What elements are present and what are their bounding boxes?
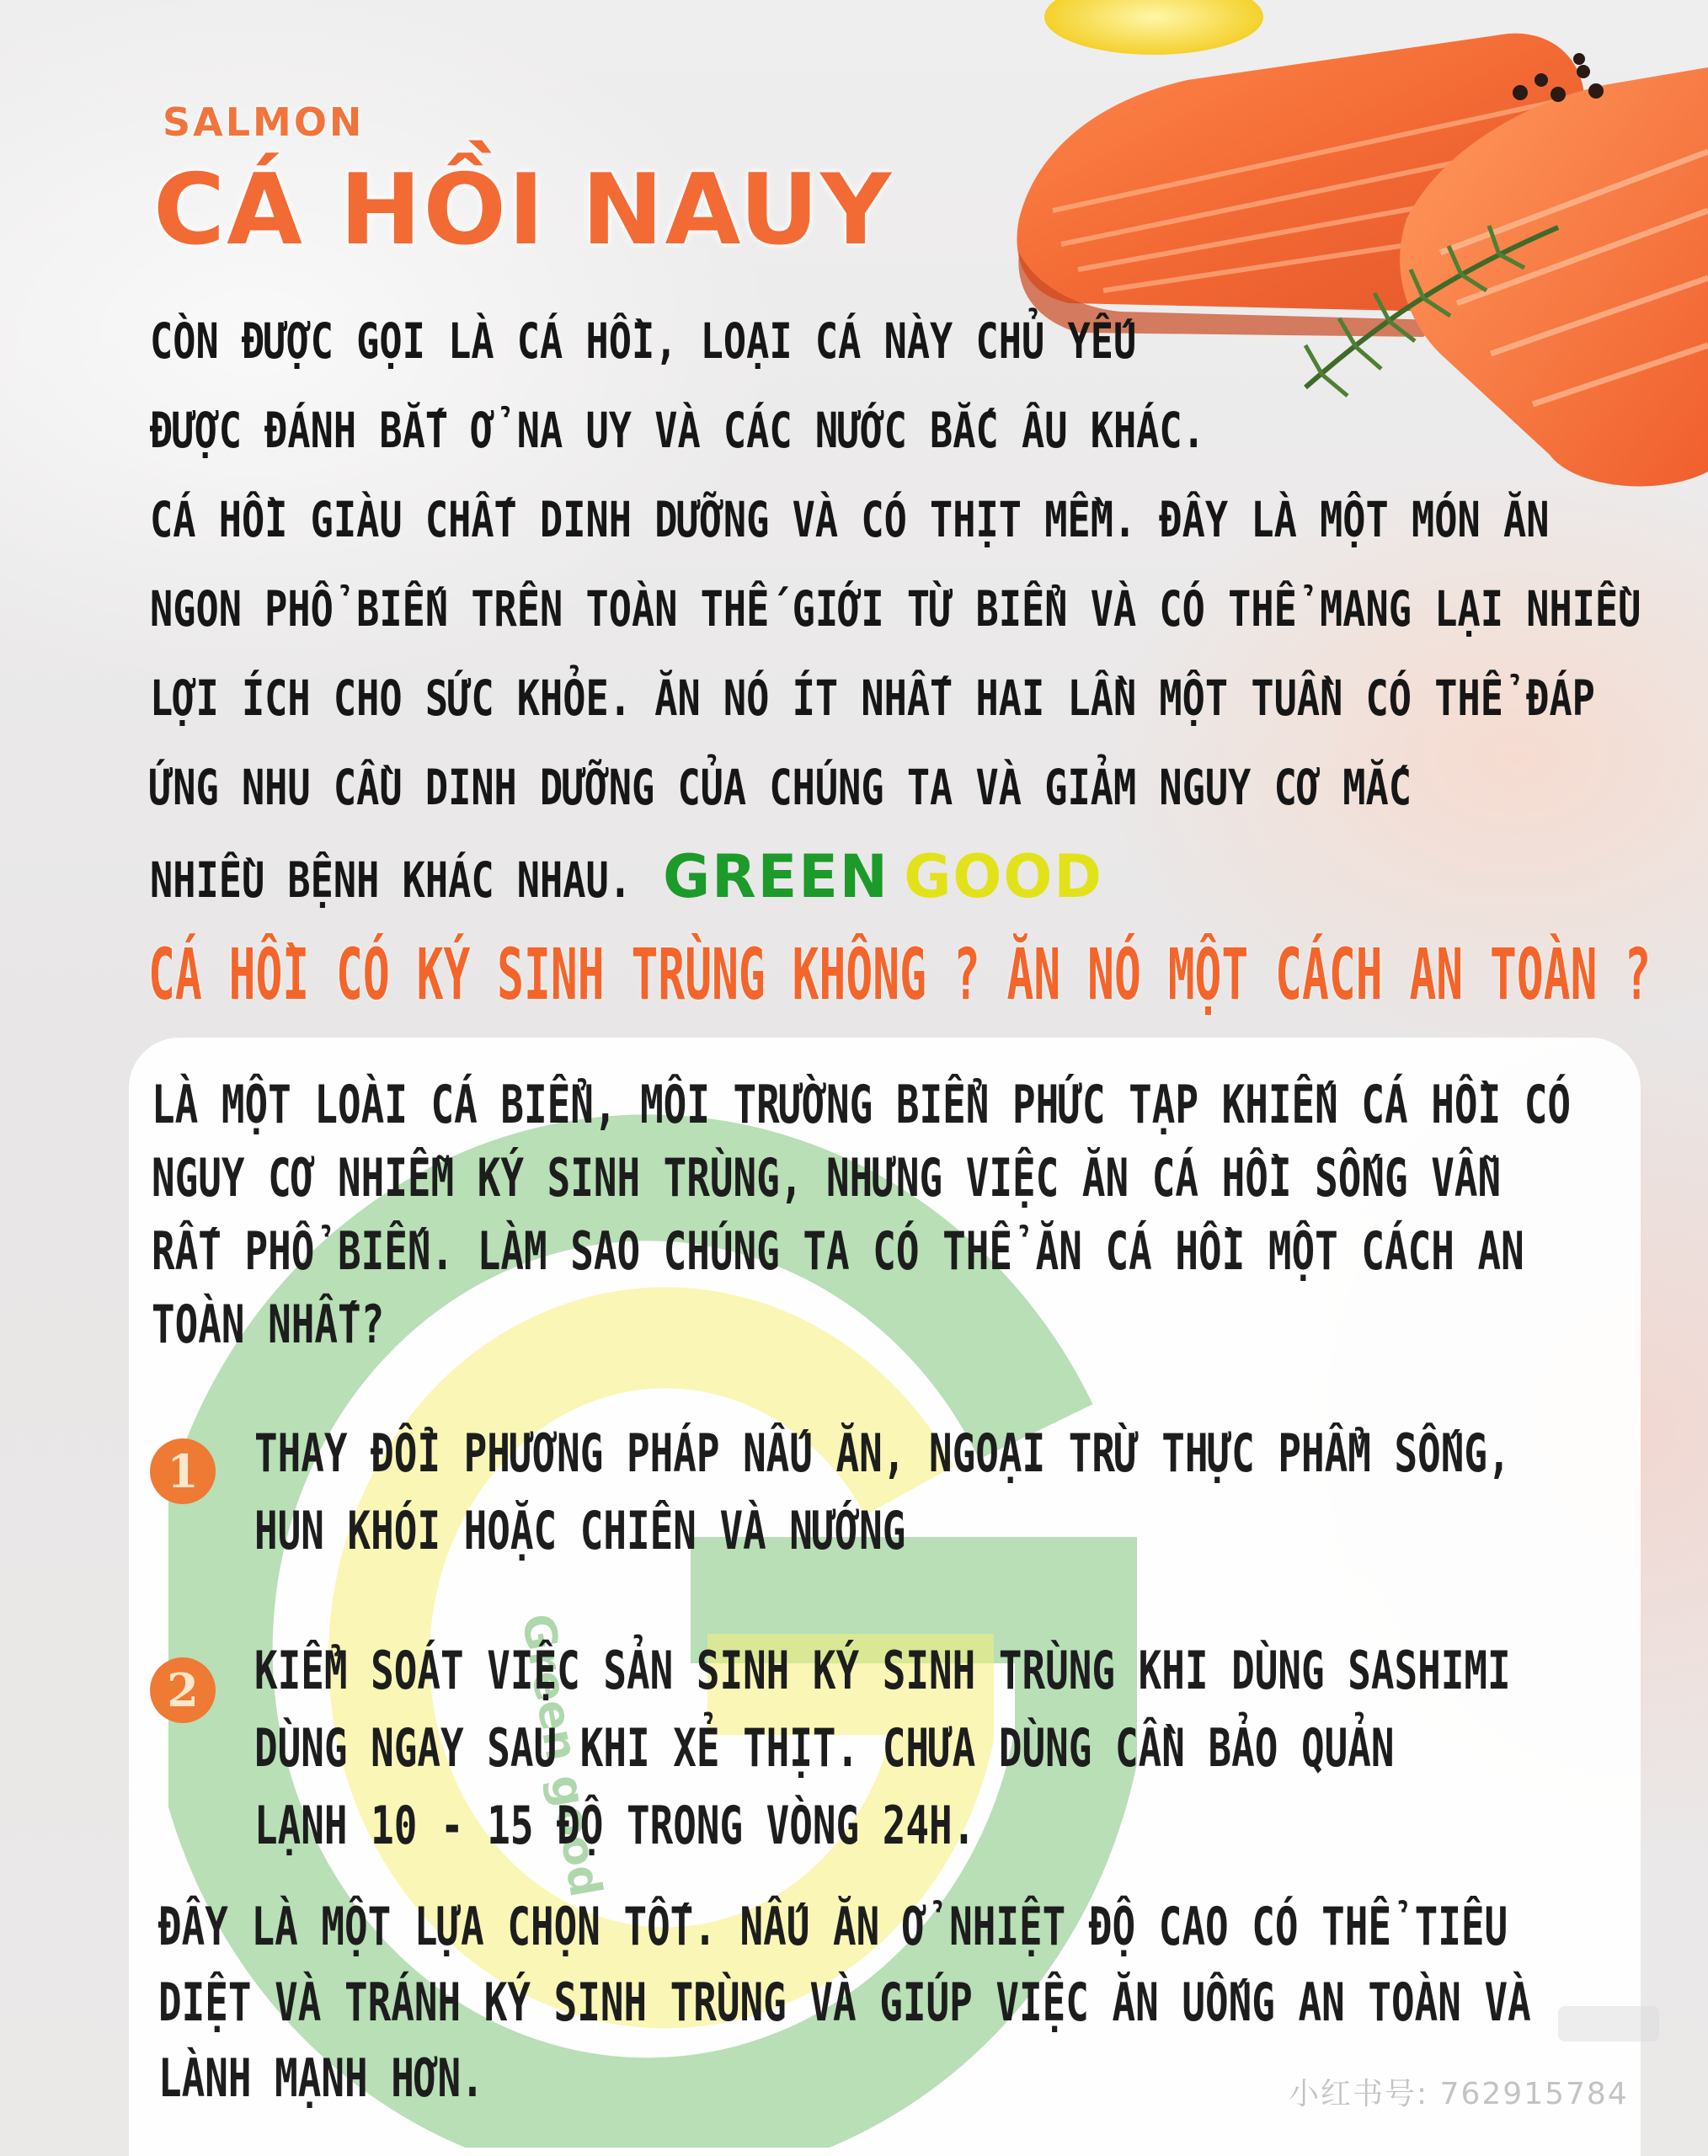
step-item-1	[254, 1415, 1511, 1570]
step-number-badge: 1	[150, 1438, 216, 1504]
step-line: KIỂM SOÁT VIỆC SẢN SINH KÝ SINH TRÙNG KHI DÙNG SASHIMI	[254, 1640, 1511, 1701]
conclusion-line: DIỆT VÀ TRÁNH KÝ SINH TRÙNG VÀ GIÚP VIỆC ĂN UỐNG AN TOÀN VÀ	[158, 1972, 1531, 2033]
brand-yellow-text: GOOD	[904, 842, 1104, 911]
card-line: NGUY CƠ NHIỄM KÝ SINH TRÙNG, NHƯNG VIỆC ĂN CÁ HỒI SỐNG VẪN	[152, 1147, 1502, 1209]
intro-last-line	[150, 832, 1306, 925]
intro-line: ỨNG NHU CẦU DINH DƯỠNG CỦA CHÚNG TA VÀ GIẢM NGUY CƠ MẮC	[150, 759, 1412, 816]
card-line: RẤT PHỔ BIẾN. LÀM SAO CHÚNG TA CÓ THỂ ĂN CÁ HỒI MỘT CÁCH AN	[152, 1220, 1524, 1282]
step-item-2	[254, 1632, 1511, 1865]
watermark-logo-text: Green good	[511, 1609, 611, 1901]
brand-logo-text	[663, 832, 1103, 925]
conclusion-line: LÀNH MẠNH HƠN.	[158, 2047, 484, 2109]
step-number-badge: 2	[150, 1657, 216, 1723]
intro-line: CÒN ĐƯỢC GỌI LÀ CÁ HỒI, LOẠI CÁ NÀY CHỦ YẾU	[150, 312, 1137, 370]
step-line: DÙNG NGAY SAU KHI XẺ THỊT. CHƯA DÙNG CẦN BẢO QUẢN	[254, 1717, 1395, 1779]
salmon-label: SALMON	[163, 99, 365, 145]
brand-green-text: GREEN	[663, 842, 890, 911]
intro-line: NGON PHỔ BIẾN TRÊN TOÀN THẾ GIỚI TỪ BIỂN VÀ CÓ THỂ MANG LẠI NHIỀU	[150, 580, 1641, 638]
intro-line: LỢI ÍCH CHO SỨC KHỎE. ĂN NÓ ÍT NHẤT HAI LẦN MỘT TUẦN CÓ THỂ ĐÁP	[150, 670, 1595, 727]
step-line: LẠNH 10 - 15 ĐỘ TRONG VÒNG 24H.	[254, 1795, 976, 1856]
intro-line: NHIỀU BỆNH KHÁC NHAU.	[150, 851, 632, 909]
card-line: TOÀN NHẤT?	[152, 1294, 385, 1355]
intro-line: CÁ HỒI GIÀU CHẤT DINH DƯỠNG VÀ CÓ THỊT MỀM. ĐÂY LÀ MỘT MÓN ĂN	[150, 491, 1550, 548]
card-intro-paragraph	[152, 1068, 1571, 1361]
step-line: THAY ĐỔI PHƯƠNG PHÁP NẤU ĂN, NGOẠI TRỪ THỰC PHẨM SỐNG,	[254, 1422, 1511, 1484]
intro-paragraph	[150, 296, 1641, 925]
card-line: LÀ MỘT LOÀI CÁ BIỂN, MÔI TRƯỜNG BIỂN PHỨC TẠP KHIẾN CÁ HỒI CÓ	[152, 1074, 1571, 1135]
platform-watermark-id: 小红书号: 762915784	[1289, 2077, 1629, 2111]
intro-line: ĐƯỢC ĐÁNH BẮT Ở NA UY VÀ CÁC NƯỚC BẮC ÂU KHÁC.	[150, 402, 1205, 459]
page-title: CÁ HỒI NAUY	[153, 153, 894, 267]
platform-watermark-logo	[1558, 2006, 1659, 2041]
step-line: HUN KHÓI HOẶC CHIÊN VÀ NƯỚNG	[254, 1500, 906, 1561]
conclusion-line: ĐÂY LÀ MỘT LỰA CHỌN TỐT. NẤU ĂN Ở NHIỆT ĐỘ CAO CÓ THỂ TIÊU	[158, 1896, 1508, 1957]
section-question-heading: CÁ HỒI CÓ KÝ SINH TRÙNG KHÔNG ? ĂN NÓ MỘT CÁCH AN TOÀN ?	[148, 933, 1652, 1016]
